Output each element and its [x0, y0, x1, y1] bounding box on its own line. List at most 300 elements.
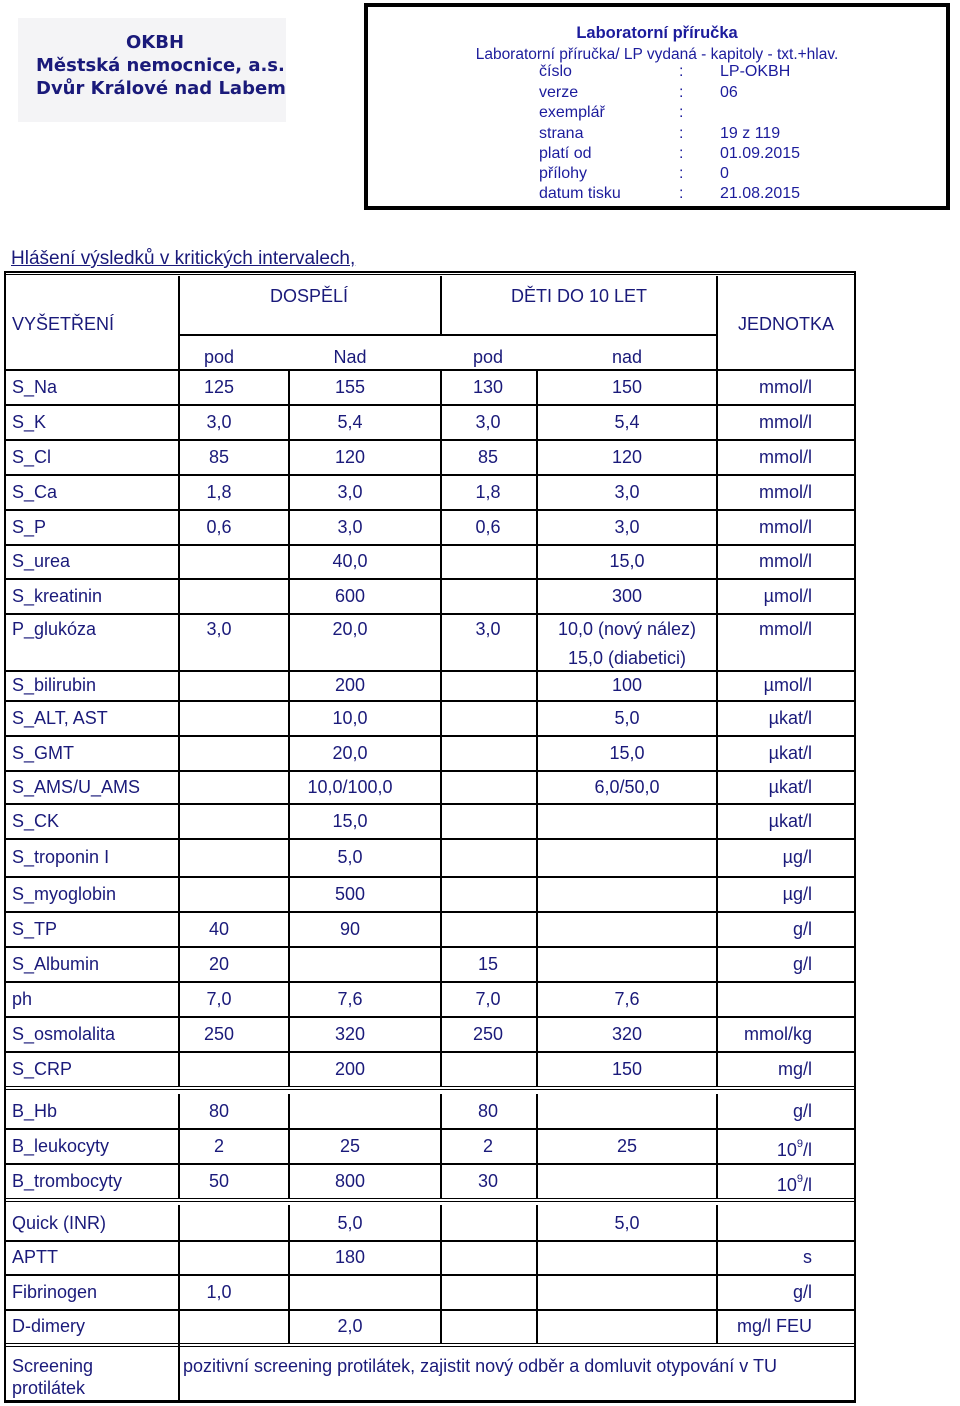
row-divider — [6, 578, 854, 580]
adult-high-value: 155 — [334, 376, 366, 397]
row-label: Screening protilátek — [12, 1356, 94, 1398]
column-divider — [440, 1163, 442, 1198]
child-low-value: 85 — [477, 446, 499, 467]
column-divider — [178, 670, 180, 700]
child-low-value: 250 — [472, 1023, 504, 1044]
column-divider — [536, 613, 538, 670]
column-divider — [440, 911, 442, 946]
child-low-value: 130 — [472, 376, 504, 397]
column-divider — [440, 1205, 442, 1240]
row-label: Quick (INR) — [12, 1212, 106, 1233]
row-label: D-dimery — [12, 1316, 86, 1336]
unit-value: mmol/l — [759, 446, 812, 467]
row-label: S_TP — [12, 918, 58, 939]
adult-low-value: 250 — [203, 1023, 235, 1044]
column-divider — [288, 911, 290, 946]
column-divider — [536, 911, 538, 946]
header-children-high: nad — [611, 347, 643, 367]
adult-low-value: 1,0 — [206, 1281, 232, 1302]
column-divider — [178, 803, 180, 838]
child-low-value: 3,0 — [475, 411, 501, 432]
row-divider — [6, 700, 854, 702]
row-divider — [6, 1128, 854, 1130]
screening-note: pozitivní screening protilátek, zajistit nový odběr a domluvit otypování v TU — [183, 1356, 777, 1376]
column-divider — [536, 578, 538, 613]
column-divider — [288, 439, 290, 474]
child-high-value: 3,0 — [614, 481, 640, 502]
header-field-value: 21.08.2015 — [720, 185, 801, 202]
adult-low-value: 40 — [208, 918, 230, 939]
unit-value: µkat/l — [768, 742, 812, 763]
adult-high-value: 7,6 — [337, 988, 363, 1009]
column-divider — [178, 404, 180, 439]
row-divider — [6, 1198, 854, 1202]
column-divider — [178, 946, 180, 981]
column-divider — [288, 1163, 290, 1198]
child-high-value: 150 — [611, 1058, 643, 1079]
child-low-value: 1,8 — [475, 481, 501, 502]
adult-low-value: 0,6 — [206, 516, 232, 537]
header-children: DĚTI DO 10 LET — [510, 286, 648, 306]
column-divider — [288, 1016, 290, 1051]
header-field-sep: : — [679, 104, 684, 121]
unit-value: mmol/l — [759, 551, 812, 571]
column-divider — [288, 369, 290, 404]
column-divider — [288, 876, 290, 911]
child-high-value: 25 — [616, 1135, 638, 1156]
row-divider — [6, 981, 854, 983]
child-high-value: 15,0 — [609, 742, 645, 763]
adult-high-value: 5,4 — [337, 411, 363, 432]
column-divider — [440, 876, 442, 911]
column-divider — [536, 1016, 538, 1051]
unit-value: mg/l — [777, 1058, 812, 1079]
column-divider — [716, 838, 718, 876]
column-divider — [536, 770, 538, 803]
header-field-value: LP-OKBH — [720, 63, 791, 80]
child-high-value: 120 — [611, 446, 643, 467]
column-divider — [178, 1240, 180, 1274]
child-high-value: 100 — [611, 675, 643, 695]
unit-value: mmol/l — [759, 481, 812, 502]
unit-value: µg/l — [782, 883, 812, 904]
child-low-value: 15 — [477, 953, 499, 974]
row-divider — [6, 544, 854, 546]
column-divider — [716, 670, 718, 700]
header-field-value: 19 z 119 — [720, 125, 781, 142]
logo-line-2: Městská nemocnice, a.s. — [36, 55, 285, 76]
child-high-value: 3,0 — [614, 516, 640, 537]
row-label: S_Ca — [12, 481, 58, 502]
column-divider — [288, 981, 290, 1016]
adult-high-value: 10,0/100,0 — [307, 776, 393, 797]
unit-value: mmol/l — [759, 516, 812, 537]
row-divider — [6, 369, 854, 371]
row-divider — [6, 911, 854, 913]
row-divider — [6, 1163, 854, 1165]
column-divider — [440, 1094, 442, 1128]
header-field-value: 0 — [720, 165, 729, 182]
unit-value: s — [803, 1247, 812, 1267]
column-divider — [716, 981, 718, 1016]
row-divider — [6, 1016, 854, 1018]
adult-high-value: 25 — [339, 1135, 361, 1156]
section-title: Hlášení výsledků v kritických intervalech, — [11, 248, 356, 269]
column-divider — [288, 613, 290, 670]
column-divider — [716, 876, 718, 911]
unit-value: mmol/l — [759, 619, 812, 639]
child-low-value: 7,0 — [475, 988, 501, 1009]
row-label: B_Hb — [12, 1101, 58, 1121]
column-divider — [536, 670, 538, 700]
header-title: Laboratorní příručka — [576, 24, 738, 42]
child-low-value: 2 — [482, 1135, 494, 1156]
column-divider — [440, 613, 442, 670]
column-divider — [536, 439, 538, 474]
column-divider — [288, 1051, 290, 1086]
row-divider — [6, 1343, 854, 1347]
column-divider — [178, 838, 180, 876]
column-divider — [440, 509, 442, 544]
column-divider — [716, 1240, 718, 1274]
row-divider — [6, 1274, 854, 1276]
adult-high-value: 2,0 — [337, 1316, 363, 1336]
column-divider — [536, 369, 538, 404]
row-divider — [6, 770, 854, 772]
adult-low-value: 2 — [213, 1135, 225, 1156]
row-divider — [6, 439, 854, 441]
column-divider — [288, 700, 290, 735]
child-high-value: 5,4 — [614, 411, 640, 432]
unit-value: g/l — [792, 953, 812, 974]
column-divider — [440, 670, 442, 700]
child-high-value: 10,0 (nový nález) — [557, 619, 697, 639]
column-divider — [178, 578, 180, 613]
column-divider — [288, 1094, 290, 1128]
row-divider — [6, 670, 854, 672]
column-divider — [440, 770, 442, 803]
adult-high-value: 20,0 — [332, 742, 368, 763]
column-divider — [536, 404, 538, 439]
document-header-box — [364, 3, 950, 210]
header-field-value: 01.09.2015 — [720, 145, 801, 162]
column-divider — [288, 1240, 290, 1274]
adult-high-value: 10,0 — [332, 707, 368, 728]
column-divider — [288, 544, 290, 578]
column-divider — [288, 838, 290, 876]
row-label: P_glukóza — [12, 619, 97, 639]
child-low-value: 3,0 — [475, 619, 501, 639]
column-divider — [716, 439, 718, 474]
header-field-label: číslo — [539, 63, 572, 80]
row-label: S_Cl — [12, 446, 52, 467]
column-divider — [716, 946, 718, 981]
column-divider — [178, 1094, 180, 1128]
adult-low-value: 20 — [208, 953, 230, 974]
row-label: S_Albumin — [12, 953, 100, 974]
unit-value: $10^9/l$ — [776, 1137, 812, 1160]
row-label: S_CRP — [12, 1058, 73, 1079]
column-divider — [178, 770, 180, 803]
header-field-value: 06 — [720, 84, 738, 101]
row-divider — [6, 509, 854, 511]
column-divider — [716, 578, 718, 613]
adult-high-value: 5,0 — [337, 847, 363, 867]
column-divider — [178, 1051, 180, 1086]
header-subtitle: Laboratorní příručka/ LP vydaná - kapitoly - txt.+hlav. — [475, 46, 839, 63]
column-divider — [440, 838, 442, 876]
column-divider — [178, 1309, 180, 1343]
header-field-sep: : — [679, 125, 684, 142]
child-high-value: 6,0/50,0 — [594, 776, 660, 797]
row-label: ph — [12, 988, 33, 1009]
column-divider — [716, 911, 718, 946]
header-field-sep: : — [679, 84, 684, 101]
column-divider — [440, 474, 442, 509]
column-divider — [440, 946, 442, 981]
adult-low-value: 125 — [203, 376, 235, 397]
header-exam: VYŠETŘENÍ — [12, 314, 115, 334]
adult-high-value: 500 — [334, 883, 366, 904]
column-divider — [178, 1343, 180, 1403]
header-field-label: datum tisku — [539, 185, 621, 202]
column-divider — [178, 1274, 180, 1309]
adult-high-value: 40,0 — [332, 551, 368, 571]
column-divider — [716, 613, 718, 670]
child-high-value: 15,0 — [609, 551, 645, 571]
column-divider — [716, 1051, 718, 1086]
adult-high-value: 200 — [334, 1058, 366, 1079]
row-label: S_ALT, AST — [12, 707, 108, 728]
column-divider — [440, 1128, 442, 1163]
column-divider — [536, 1163, 538, 1198]
column-divider — [716, 1016, 718, 1051]
adult-low-value: 80 — [208, 1101, 230, 1121]
column-divider — [288, 803, 290, 838]
column-divider — [178, 474, 180, 509]
column-divider — [716, 770, 718, 803]
column-divider — [178, 1205, 180, 1240]
adult-low-value: 7,0 — [206, 988, 232, 1009]
row-label: S_kreatinin — [12, 585, 103, 606]
header-field-sep: : — [679, 165, 684, 182]
column-divider — [178, 735, 180, 770]
column-divider — [536, 838, 538, 876]
column-divider — [440, 803, 442, 838]
column-divider — [716, 803, 718, 838]
child-low-value: 80 — [477, 1101, 499, 1121]
unit-value: µg/l — [782, 847, 812, 867]
child-low-value: 30 — [477, 1170, 499, 1191]
unit-value: g/l — [792, 1101, 812, 1121]
row-label: S_bilirubin — [12, 675, 97, 695]
header-field-sep: : — [679, 145, 684, 162]
header-field-sep: : — [679, 185, 684, 202]
column-divider — [288, 1274, 290, 1309]
header-field-label: verze — [539, 84, 579, 101]
column-divider — [536, 981, 538, 1016]
child-high-value: 5,0 — [614, 1212, 640, 1233]
child-high-value: 5,0 — [614, 707, 640, 728]
row-divider — [6, 1240, 854, 1242]
adult-high-value: 200 — [334, 675, 366, 695]
child-high-value: 7,6 — [614, 988, 640, 1009]
column-divider — [716, 1274, 718, 1309]
header-divider — [178, 334, 718, 336]
child-high-value: 300 — [611, 585, 643, 606]
column-divider — [178, 700, 180, 735]
adult-high-value: 180 — [334, 1247, 366, 1267]
row-divider — [6, 735, 854, 737]
column-divider — [288, 670, 290, 700]
hospital-logo — [18, 18, 286, 122]
adult-low-value: 3,0 — [206, 411, 232, 432]
unit-value: µkat/l — [768, 776, 812, 797]
column-divider — [288, 578, 290, 613]
row-divider — [6, 946, 854, 948]
row-label: B_trombocyty — [12, 1170, 123, 1191]
row-label: S_K — [12, 411, 47, 432]
column-divider — [440, 404, 442, 439]
row-divider — [6, 1309, 854, 1311]
column-divider — [178, 876, 180, 911]
adult-high-value: 320 — [334, 1023, 366, 1044]
header-divider — [716, 276, 718, 370]
row-divider — [6, 474, 854, 476]
column-divider — [716, 1309, 718, 1343]
unit-value: µmol/l — [763, 585, 812, 606]
header-children-low: pod — [472, 347, 504, 367]
column-divider — [178, 544, 180, 578]
adult-high-value: 600 — [334, 585, 366, 606]
column-divider — [536, 735, 538, 770]
adult-high-value: 5,0 — [337, 1212, 363, 1233]
column-divider — [178, 1128, 180, 1163]
unit-value: g/l — [792, 918, 812, 939]
child-high-value: 320 — [611, 1023, 643, 1044]
unit-value: mg/l FEU — [736, 1316, 812, 1336]
child-low-value: 0,6 — [475, 516, 501, 537]
column-divider — [288, 509, 290, 544]
column-divider — [536, 876, 538, 911]
column-divider — [178, 1163, 180, 1198]
column-divider — [536, 474, 538, 509]
header-field-label: strana — [539, 125, 584, 142]
column-divider — [536, 700, 538, 735]
logo-line-3: Dvůr Králové nad Labem — [36, 78, 286, 99]
column-divider — [288, 770, 290, 803]
unit-value: mmol/kg — [743, 1023, 812, 1044]
table-top-rule — [4, 274, 856, 275]
column-divider — [716, 509, 718, 544]
unit-value: µkat/l — [768, 810, 812, 831]
header-field-label: přílohy — [539, 165, 588, 182]
column-divider — [440, 544, 442, 578]
unit-value: mmol/l — [759, 411, 812, 432]
header-adults-low: pod — [203, 347, 235, 367]
adult-high-value: 15,0 — [332, 810, 368, 831]
unit-value: mmol/l — [759, 376, 812, 397]
adult-low-value: 85 — [208, 446, 230, 467]
column-divider — [178, 613, 180, 670]
row-label: S_urea — [12, 551, 71, 571]
unit-value: µmol/l — [763, 675, 812, 695]
column-divider — [716, 1128, 718, 1163]
column-divider — [716, 1205, 718, 1240]
row-divider — [6, 876, 854, 878]
row-divider — [6, 838, 854, 840]
column-divider — [288, 735, 290, 770]
column-divider — [440, 1309, 442, 1343]
logo-line-1: OKBH — [126, 32, 185, 53]
header-field-sep: : — [679, 63, 684, 80]
column-divider — [288, 474, 290, 509]
header-divider — [440, 276, 442, 334]
column-divider — [440, 1274, 442, 1309]
row-label: S_AMS/U_AMS — [12, 776, 141, 797]
unit-value: $10^9/l$ — [776, 1172, 812, 1195]
column-divider — [536, 509, 538, 544]
column-divider — [178, 981, 180, 1016]
column-divider — [716, 474, 718, 509]
column-divider — [440, 735, 442, 770]
row-label: S_myoglobin — [12, 883, 117, 904]
row-divider — [6, 1051, 854, 1053]
column-divider — [440, 1240, 442, 1274]
row-divider — [6, 803, 854, 805]
row-label: S_osmolalita — [12, 1023, 116, 1044]
column-divider — [178, 439, 180, 474]
column-divider — [440, 369, 442, 404]
adult-high-value: 20,0 — [332, 619, 368, 639]
unit-value: µkat/l — [768, 707, 812, 728]
column-divider — [440, 700, 442, 735]
row-label: B_leukocyty — [12, 1135, 110, 1156]
column-divider — [440, 439, 442, 474]
column-divider — [716, 404, 718, 439]
column-divider — [716, 700, 718, 735]
column-divider — [288, 946, 290, 981]
adult-high-value: 3,0 — [337, 481, 363, 502]
child-high-note: 15,0 (diabetici) — [567, 648, 687, 668]
column-divider — [536, 946, 538, 981]
column-divider — [178, 369, 180, 404]
header-divider — [178, 276, 180, 370]
column-divider — [440, 578, 442, 613]
row-label: Fibrinogen — [12, 1281, 98, 1302]
row-label: S_Na — [12, 376, 58, 397]
column-divider — [440, 981, 442, 1016]
row-divider — [6, 404, 854, 406]
header-unit: JEDNOTKA — [737, 314, 835, 334]
column-divider — [536, 1274, 538, 1309]
column-divider — [536, 1309, 538, 1343]
unit-value: g/l — [792, 1281, 812, 1302]
column-divider — [288, 404, 290, 439]
row-divider — [6, 1086, 854, 1090]
child-high-value: 150 — [611, 376, 643, 397]
column-divider — [440, 1051, 442, 1086]
header-field-label: exemplář — [539, 104, 605, 121]
adult-high-value: 120 — [334, 446, 366, 467]
column-divider — [716, 544, 718, 578]
column-divider — [716, 369, 718, 404]
adult-low-value: 3,0 — [206, 619, 232, 639]
column-divider — [178, 1016, 180, 1051]
adult-low-value: 50 — [208, 1170, 230, 1191]
column-divider — [536, 803, 538, 838]
column-divider — [716, 735, 718, 770]
